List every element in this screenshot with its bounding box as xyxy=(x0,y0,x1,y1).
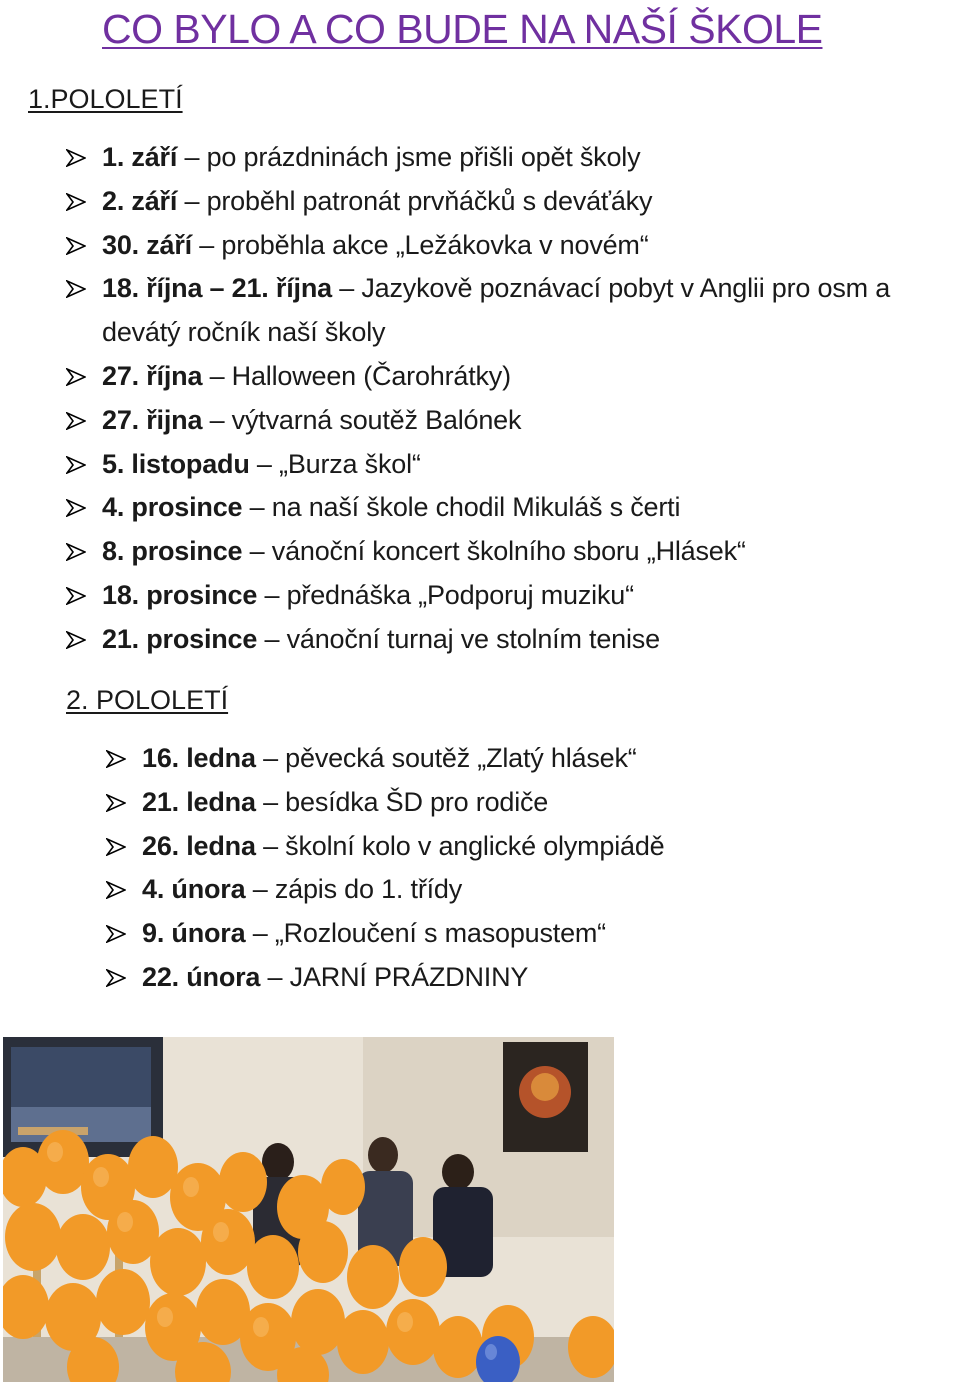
arrowhead-check-icon xyxy=(66,280,86,298)
arrowhead-check-icon xyxy=(66,193,86,211)
event-text: – Jazykově poznávací pobyt v Anglii pro osm a devátý ročník naší školy xyxy=(102,273,891,348)
arrowhead-check-icon xyxy=(106,925,126,943)
event-text: – besídka ŠD pro rodiče xyxy=(255,786,549,817)
page-title: CO BYLO A CO BUDE NA NAŠÍ ŠKOLE xyxy=(102,6,823,52)
arrowhead-check-icon xyxy=(66,631,86,649)
event-list-2 xyxy=(106,737,956,1000)
event-text: – přednáška „Podporuj muziku“ xyxy=(257,579,634,610)
event-date: 4. února xyxy=(142,874,246,905)
list-item xyxy=(106,781,956,825)
event-date: 18. prosince xyxy=(102,579,258,610)
arrowhead-check-icon xyxy=(66,456,86,474)
event-date: 22. února xyxy=(142,961,261,992)
event-text: – vánoční koncert školního sboru „Hlásek“ xyxy=(242,536,746,567)
arrowhead-check-icon xyxy=(106,969,126,987)
balloon-photo xyxy=(3,1037,614,1382)
event-date: 21. ledna xyxy=(142,786,256,817)
arrowhead-check-icon xyxy=(106,838,126,856)
arrowhead-check-icon xyxy=(106,881,126,899)
event-date: 26. ledna xyxy=(142,830,256,861)
arrowhead-check-icon xyxy=(106,750,126,768)
event-text: – pěvecká soutěž „Zlatý hlásek“ xyxy=(255,743,637,773)
list-item xyxy=(66,486,956,530)
list-item xyxy=(66,399,956,443)
event-text: – školní kolo v anglické olympiádě xyxy=(255,830,665,861)
arrowhead-check-icon xyxy=(106,794,126,812)
event-date: 5. listopadu xyxy=(102,448,250,479)
event-date: 1. září xyxy=(102,142,178,172)
list-item xyxy=(106,737,956,781)
arrowhead-check-icon xyxy=(66,412,86,430)
event-date: 21. prosince xyxy=(102,623,258,654)
arrowhead-check-icon xyxy=(66,149,86,167)
list-item xyxy=(66,180,956,224)
list-item xyxy=(66,618,956,662)
event-date: 16. ledna xyxy=(142,743,256,773)
event-text: – proběhla akce „Ležákovka v novém“ xyxy=(191,229,649,260)
section-heading-1: 1.POLOLETÍ xyxy=(28,84,183,114)
list-item xyxy=(66,574,956,618)
list-item xyxy=(66,267,956,355)
event-text: – „Burza škol“ xyxy=(249,448,421,479)
list-item xyxy=(66,136,956,180)
event-text: – proběhl patronát prvňáčků s deváťáky xyxy=(177,185,653,216)
event-date: 30. září xyxy=(102,229,192,260)
event-date: 8. prosince xyxy=(102,536,243,567)
event-text: – po prázdninách jsme přišli opět školy xyxy=(177,142,641,172)
event-date: 2. září xyxy=(102,185,178,216)
event-list-1 xyxy=(66,136,956,662)
list-item xyxy=(66,443,956,487)
event-text: – zápis do 1. třídy xyxy=(245,874,463,905)
event-date: 18. října – 21. října xyxy=(102,273,332,304)
event-date: 4. prosince xyxy=(102,492,243,523)
list-item xyxy=(106,956,956,1000)
section-heading-2: 2. POLOLETÍ xyxy=(66,685,229,715)
event-text: – „Rozloučení s masopustem“ xyxy=(245,918,606,949)
event-text: – na naší škole chodil Mikuláš s čerti xyxy=(242,492,681,523)
list-item xyxy=(106,868,956,912)
arrowhead-check-icon xyxy=(66,368,86,386)
list-item xyxy=(106,912,956,956)
arrowhead-check-icon xyxy=(66,587,86,605)
event-text: – Halloween (Čarohrátky) xyxy=(202,360,511,391)
event-text: – JARNÍ PRÁZDNINY xyxy=(260,961,529,992)
list-item xyxy=(66,355,956,399)
list-item xyxy=(106,825,956,869)
event-text: – výtvarná soutěž Balónek xyxy=(202,404,522,435)
event-date: 27. řijna xyxy=(102,404,203,435)
arrowhead-check-icon xyxy=(66,543,86,561)
arrowhead-check-icon xyxy=(66,499,86,517)
list-item xyxy=(66,224,956,268)
event-date: 27. října xyxy=(102,360,203,391)
balloon-photo-illustration xyxy=(3,1037,614,1382)
arrowhead-check-icon xyxy=(66,237,86,255)
list-item xyxy=(66,530,956,574)
event-date: 9. února xyxy=(142,918,246,949)
event-text: – vánoční turnaj ve stolním tenise xyxy=(257,623,660,654)
